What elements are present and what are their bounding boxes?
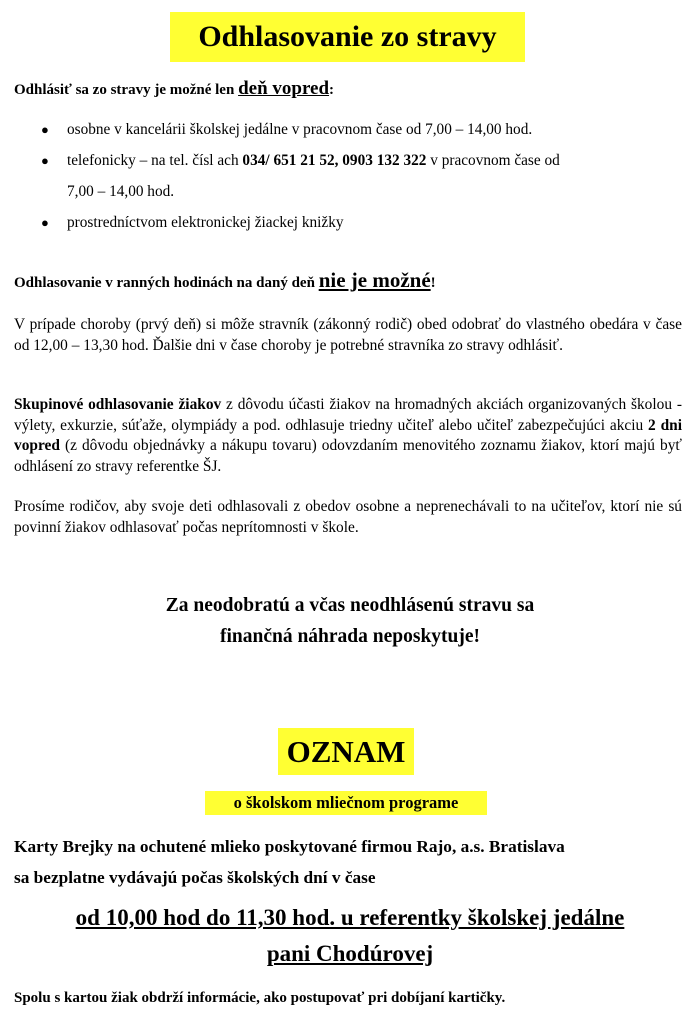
list-item (14, 207, 690, 238)
phone-numbers: 034/ 651 21 52, 0903 132 322 (242, 152, 427, 169)
illness-paragraph: V prípade choroby (prvý deň) si môže stravník (zákonný rodič) obed odobrať do vlastného obedára v čase od 12,00 – 13,30 hod. Ďalšie dni v čase choroby je potrebné stravníka zo stravy odhlásiť. (14, 316, 682, 354)
warning-suffix: ! (430, 275, 436, 291)
intro-line (14, 78, 334, 100)
footer-note: Spolu s kartou žiak obdrží informácie, ako postupovať pri dobíjaní kartičky. (14, 990, 506, 1006)
group-text: z dôvodu účasti žiakov na hromadných akciách organizovaných školou - výlety, exkurzie, súťaže, olympiády a pod. odhlasuje triedny učiteľ alebo učiteľ zabezpečujúci akciu (14, 396, 682, 434)
distribution-time (0, 900, 700, 972)
bullet-icon: ● (41, 122, 49, 137)
milk-line: Karty Brejky na ochutené mlieko poskytované firmou Rajo, a.s. Bratislava (14, 837, 565, 856)
notice-line: Za neodobratú a včas neodhlásenú stravu sa (165, 595, 535, 616)
bullet-text: osobne v kancelárii školskej jedálne v pracovnom čase od 7,00 – 14,00 hod. (67, 121, 533, 138)
notice-line: finančná náhrada neposkytuje! (219, 626, 481, 647)
warning-emphasis: nie je možné (318, 268, 431, 292)
morning-warning (14, 268, 436, 293)
intro-emphasis: deň vopred (238, 78, 330, 99)
group-deadline: 2 dni vopred (14, 416, 682, 454)
warning-text: Odhlasovanie v ranných hodinách na daný deň (14, 275, 319, 291)
milk-program-text (14, 831, 565, 893)
bullet-continuation: 7,00 – 14,00 hod. (67, 183, 175, 200)
page-title: Odhlasovanie zo stravy (170, 12, 525, 62)
bullet-text: v pracovnom čase od (426, 152, 560, 169)
unsubscribe-methods-list (14, 114, 690, 238)
intro-suffix: : (329, 82, 335, 98)
no-refund-notice (0, 590, 700, 652)
parents-request-paragraph: Prosíme rodičov, aby svoje deti odhlasovali z obedov osobne a neprenechávali to na učiteľov, ktorí nie sú povinní žiakov odhlasovať počas neprítomnosti v škole. (14, 498, 682, 536)
oznam-subtitle: o školskom mliečnom programe (205, 791, 487, 815)
time-line: pani Chodúrovej (266, 941, 434, 966)
group-text-end: (z dôvodu objednávky a nákupu tovaru) odovzdaním menovitého zoznamu žiakov, ktorí majú byť odhlásení zo stravy referentke ŠJ. (14, 437, 682, 475)
group-heading: Skupinové odhlasovanie žiakov (14, 396, 222, 413)
bullet-text: prostredníctvom elektronickej žiackej knižky (67, 214, 344, 231)
bullet-icon: ● (41, 153, 49, 168)
group-unsubscribe-paragraph (14, 395, 682, 477)
list-item (14, 145, 690, 207)
intro-text: Odhlásiť sa zo stravy je možné len (14, 82, 239, 98)
milk-line: sa bezplatne vydávajú počas školských dní v čase (14, 868, 376, 887)
bullet-icon: ● (41, 215, 49, 230)
time-line: od 10,00 hod do 11,30 hod. u referentky školskej jedálne (75, 905, 625, 930)
bullet-text: telefonicky – na tel. čísl ach (67, 152, 243, 169)
list-item (14, 114, 690, 145)
oznam-heading: OZNAM (278, 728, 414, 775)
